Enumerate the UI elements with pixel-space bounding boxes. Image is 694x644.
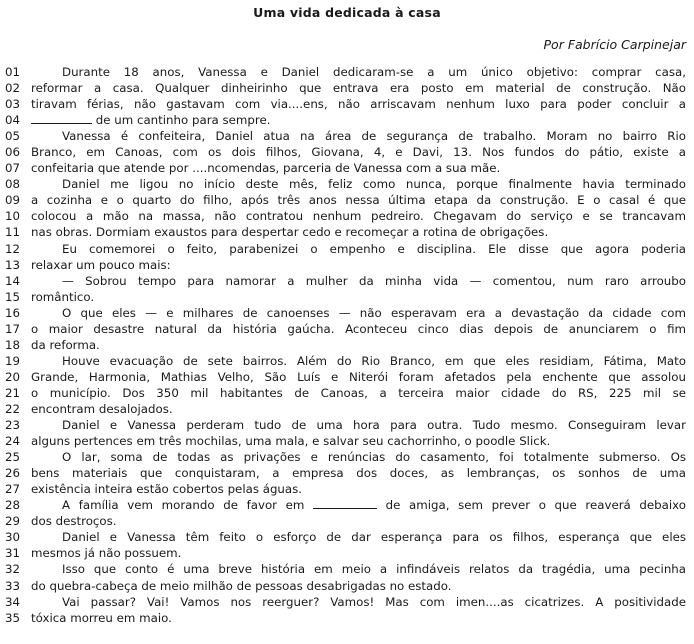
line-content: reformar a casa. Qualquer dinheirinho que entrava era posto em material de construção. Não [31, 81, 686, 96]
author-byline: Por Fabrício Carpinejar [543, 37, 686, 52]
line-content: Daniel me ligou no início deste mês, feliz como nunca, porque finalmente havia terminado [62, 177, 686, 192]
line-number: 15 [5, 289, 21, 304]
blank-fill-field [31, 114, 92, 124]
line-number: 12 [5, 241, 21, 256]
text-line [0, 192, 694, 208]
text-line [0, 353, 694, 369]
text-line [0, 96, 694, 112]
line-content: Grande, Harmonia, Mathias Velho, São Luís e Niterói foram afetados pela enchente que assolou [31, 369, 686, 384]
blank-fill-field [313, 499, 377, 509]
line-content: Vai passar? Vai! Vamos nos reerguer? Vamos! Mas com imen....as cicatrizes. A positividade [62, 594, 686, 609]
line-content: Daniel e Vanessa perderam tudo de uma hora para outra. Tudo mesmo. Conseguiram levar [62, 418, 686, 433]
line-number: 10 [5, 209, 21, 224]
document-page [0, 5, 694, 644]
line-number: 32 [5, 562, 21, 577]
text-line [0, 465, 694, 481]
text-line [0, 385, 694, 401]
text-line [0, 208, 694, 224]
line-number: 19 [5, 353, 21, 368]
line-number: 33 [5, 578, 21, 593]
line-content: encontram desalojados. [31, 401, 173, 416]
text-line [0, 321, 694, 337]
text-line [0, 224, 694, 240]
line-number: 04 [5, 113, 21, 128]
line-content: nas obras. Dormiam exaustos para despertar cedo e recomeçar a rotina de obrigações. [31, 225, 549, 240]
line-content: alguns pertences em três mochilas, uma mala, e salvar seu cachorrinho, o poodle Slick. [31, 434, 551, 449]
line-number: 20 [5, 369, 21, 384]
text-line [0, 417, 694, 433]
line-number: 11 [5, 225, 21, 240]
line-number: 30 [5, 530, 21, 545]
line-number: 24 [5, 434, 21, 449]
line-content: bens materiais que conquistaram, a empresa dos doces, as lembranças, os sonhos de uma [31, 466, 686, 481]
line-number: 25 [5, 450, 21, 465]
line-number: 22 [5, 401, 21, 416]
line-content: romântico. [31, 289, 95, 304]
page-title: Uma vida dedicada à casa [253, 5, 441, 20]
text-line [0, 64, 694, 80]
line-number: 08 [5, 177, 21, 192]
line-number: 23 [5, 418, 21, 433]
line-content: O lar, soma de todas as privações e renúncias do casamento, foi totalmente submerso. Os [62, 450, 686, 465]
line-content: dos destroços. [31, 514, 117, 529]
text-line [0, 594, 694, 610]
line-content: Daniel e Vanessa têm feito o esforço de dar esperança para os filhos, esperança que eles [62, 530, 686, 545]
line-number: 07 [5, 161, 21, 176]
text-line [0, 497, 694, 513]
line-content: tiravam férias, não gastavam com via....ens, não arriscavam nenhum luxo para poder concluir a [31, 97, 686, 112]
line-number: 01 [5, 65, 21, 79]
text-line [0, 176, 694, 192]
text-line [0, 578, 694, 594]
numbered-text-body [0, 64, 694, 626]
line-number: 26 [5, 466, 21, 481]
text-line [0, 241, 694, 257]
line-content: o município. Dos 350 mil habitantes de Canoas, a terceira maior cidade do RS, 225 mil se [31, 385, 686, 400]
text-line [0, 80, 694, 96]
text-line [0, 257, 694, 273]
line-number: 09 [5, 193, 21, 208]
line-content: Eu comemorei o feito, parabenizei o empenho e disciplina. Ele disse que agora poderia [62, 241, 686, 256]
text-line [0, 112, 694, 128]
line-number: 02 [5, 81, 21, 96]
line-content: Durante 18 anos, Vanessa e Daniel dedicaram-se a um único objetivo: comprar casa, [62, 65, 686, 79]
text-line [0, 401, 694, 417]
text-line [0, 369, 694, 385]
line-content: a cozinha e o quarto do filho, após três anos nessa última etapa da construção. E o casal é que [31, 193, 686, 208]
line-number: 17 [5, 321, 21, 336]
line-number: 35 [5, 610, 21, 625]
line-number: 31 [5, 546, 21, 561]
line-number: 21 [5, 385, 21, 400]
line-content: Branco, em Canoas, com os dois filhos, Giovana, 4, e Davi, 13. Nos fundos do pátio, existe a [31, 145, 686, 160]
line-content: Vanessa é confeiteira, Daniel atua na área de segurança de trabalho. Moram no bairro Rio [62, 129, 686, 144]
line-number: 06 [5, 145, 21, 160]
line-content: da reforma. [31, 337, 100, 352]
line-number: 14 [5, 273, 21, 288]
text-line [0, 513, 694, 529]
text-line [0, 561, 694, 577]
text-line [0, 545, 694, 561]
line-content: mesmos já não possuem. [31, 546, 182, 561]
line-content: tóxica morreu em maio. [31, 610, 172, 625]
line-number: 05 [5, 129, 21, 144]
line-content: do quebra-cabeça de meio milhão de pessoas desabrigadas no estado. [31, 578, 452, 593]
line-content: Houve evacuação de sete bairros. Além do Rio Branco, em que eles residiam, Fátima, Mato [62, 353, 686, 368]
line-number: 29 [5, 514, 21, 529]
line-content: Isso que conto é uma breve história em meio a infindáveis relatos da tragédia, uma pecinha [62, 562, 686, 577]
line-content: A família vem morando de favor em de amiga, sem prever o que reaverá debaixo [62, 498, 686, 513]
text-line [0, 449, 694, 465]
text-line [0, 481, 694, 497]
line-number: 18 [5, 337, 21, 352]
line-content: — Sobrou tempo para namorar a mulher da minha vida — comentou, num raro arroubo [62, 273, 686, 288]
line-content: O que eles — e milhares de canoenses — não esperavam era a devastação da cidade com [62, 305, 686, 320]
text-line [0, 160, 694, 176]
line-number: 13 [5, 257, 21, 272]
text-line [0, 610, 694, 626]
text-line [0, 128, 694, 144]
line-content: o maior desastre natural da história gaúcha. Aconteceu cinco dias depois de anunciarem o fim [31, 321, 686, 336]
line-content: existência inteira estão cobertos pelas águas. [31, 482, 303, 497]
text-line [0, 433, 694, 449]
text-line [0, 273, 694, 289]
text-line [0, 529, 694, 545]
line-content: colocou a mão na massa, não contratou nenhum pedreiro. Chegavam do serviço e se trancavam [31, 209, 686, 224]
line-content: relaxar um pouco mais: [31, 257, 171, 272]
line-number: 28 [5, 498, 21, 513]
line-content: confeitaria que atende por ....ncomendas, parceria de Vanessa com a sua mãe. [31, 161, 501, 176]
line-number: 27 [5, 482, 21, 497]
line-number: 16 [5, 305, 21, 320]
line-content: de um cantinho para sempre. [31, 112, 686, 128]
line-number: 03 [5, 97, 21, 112]
text-line [0, 144, 694, 160]
text-line [0, 305, 694, 321]
text-line [0, 289, 694, 305]
line-number: 34 [5, 594, 21, 609]
text-line [0, 337, 694, 353]
